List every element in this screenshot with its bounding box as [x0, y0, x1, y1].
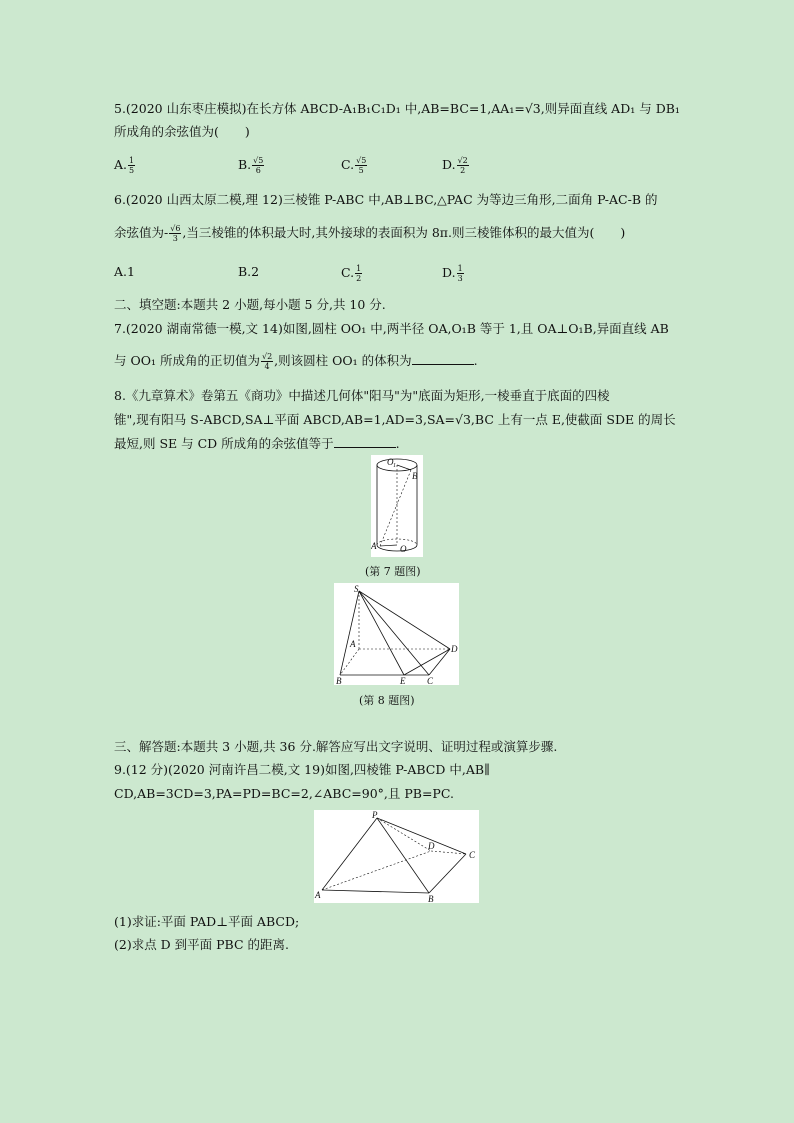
q9-part2: (2)求点 D 到平面 PBC 的距离. — [114, 937, 289, 952]
fig9-label-a: A — [315, 890, 321, 900]
fig8-label-s: S — [354, 584, 359, 594]
fig8-label-c: C — [427, 676, 434, 685]
q9-part1: (1)求证:平面 PAD⊥平面 ABCD; — [114, 914, 300, 929]
q6-option-c[interactable]: C. $\frac{1}{2}$ — [341, 264, 362, 283]
fig7-label-o: O — [400, 544, 407, 554]
q5-line2 — [114, 124, 250, 140]
section-fill-in-heading: 二、填空题:本题共 2 小题,每小题 5 分,共 10 分. — [114, 297, 386, 312]
q5-option-d[interactable]: D. $\frac{√2}{2}$ — [442, 156, 468, 175]
q5-option-c[interactable]: C. $\frac{√5}{5}$ — [341, 156, 367, 175]
q8-line1: 8.《九章算术》卷第五《商功》中描述几何体"阳马"为"底面为矩形,一棱垂直于底面的四棱 — [114, 388, 610, 403]
q5-line1: 5.(2020 山东枣庄模拟)在长方体 ABCD-A₁B₁C₁D₁ 中,AB=BC=1,AA₁=√3,则异面直线 AD₁ 与 DB₁ — [114, 101, 680, 116]
fig9-label-d: D — [428, 841, 435, 851]
fig8-label-b: B — [336, 676, 342, 685]
q6-option-a[interactable]: A.1 — [114, 264, 135, 279]
fig7-label-a: A — [371, 541, 377, 551]
q5-paren-close: ) — [244, 124, 250, 139]
q5-option-a[interactable]: A. $\frac{1}{5}$ — [114, 156, 135, 175]
q8-line3: 最短,则 SE 与 CD 所成角的余弦值等于 . — [114, 436, 400, 451]
figure-9-pyramid — [314, 810, 479, 903]
q9-line1: 9.(12 分)(2020 河南许昌二模,文 19)如图,四棱锥 P-ABCD 中,AB∥ — [114, 762, 490, 777]
q5-stem-end: 所成角的余弦值为( — [114, 124, 219, 139]
q7-line1: 7.(2020 湖南常德一模,文 14)如图,圆柱 OO₁ 中,两半径 OA,O₁B 等于 1,且 OA⊥O₁B,异面直线 AB — [114, 321, 669, 336]
fig8-label-d: D — [451, 644, 458, 654]
q8-line2: 锥",现有阳马 S-ABCD,SA⊥平面 ABCD,AB=1,AD=3,SA=√3,BC 上有一点 E,使截面 SDE 的周长 — [114, 412, 676, 427]
fig9-label-c: C — [469, 850, 476, 860]
section-solve-heading: 三、解答题:本题共 3 小题,共 36 分.解答应写出文字说明、证明过程或演算步骤. — [114, 739, 558, 754]
q6-option-b[interactable]: B.2 — [238, 264, 260, 279]
fig7-label-b: B — [412, 471, 418, 481]
q6-option-d[interactable]: D. $\frac{1}{3}$ — [442, 264, 463, 283]
q7-line2: 与 OO₁ 所成角的正切值为 $\frac{√2}{4}$ ,则该圆柱 OO₁ 的体积为 . — [114, 352, 478, 371]
fig9-label-b: B — [428, 894, 434, 903]
fig7-label-o1: O — [387, 457, 394, 467]
q6-line2: 余弦值为- $\frac{√6}{3}$ ,当三棱锥的体积最大时,其外接球的表面积为 8π.则三棱锥体积的最大值为( ) — [114, 224, 626, 243]
fig9-label-p: P — [372, 810, 378, 820]
fig8-label-e: E — [400, 676, 406, 685]
figure-7-cylinder — [371, 455, 423, 557]
q5-option-b[interactable]: B. $\frac{√5}{6}$ — [238, 156, 264, 175]
q8-answer-blank[interactable] — [334, 436, 396, 448]
q7-answer-blank[interactable] — [412, 353, 474, 365]
q9-line2: CD,AB=3CD=3,PA=PD=BC=2,∠ABC=90°,且 PB=PC. — [114, 786, 454, 801]
fig7-label-o1-sub: 1 — [393, 463, 396, 469]
fig8-label-a: A — [350, 639, 356, 649]
figure-8-caption: (第 8 题图) — [359, 694, 415, 707]
figure-7-caption: (第 7 题图) — [365, 565, 421, 578]
figure-8-pyramid — [334, 583, 459, 685]
q6-line1: 6.(2020 山西太原二模,理 12)三棱锥 P-ABC 中,AB⊥BC,△PAC 为等边三角形,二面角 P-AC-B 的 — [114, 192, 658, 207]
